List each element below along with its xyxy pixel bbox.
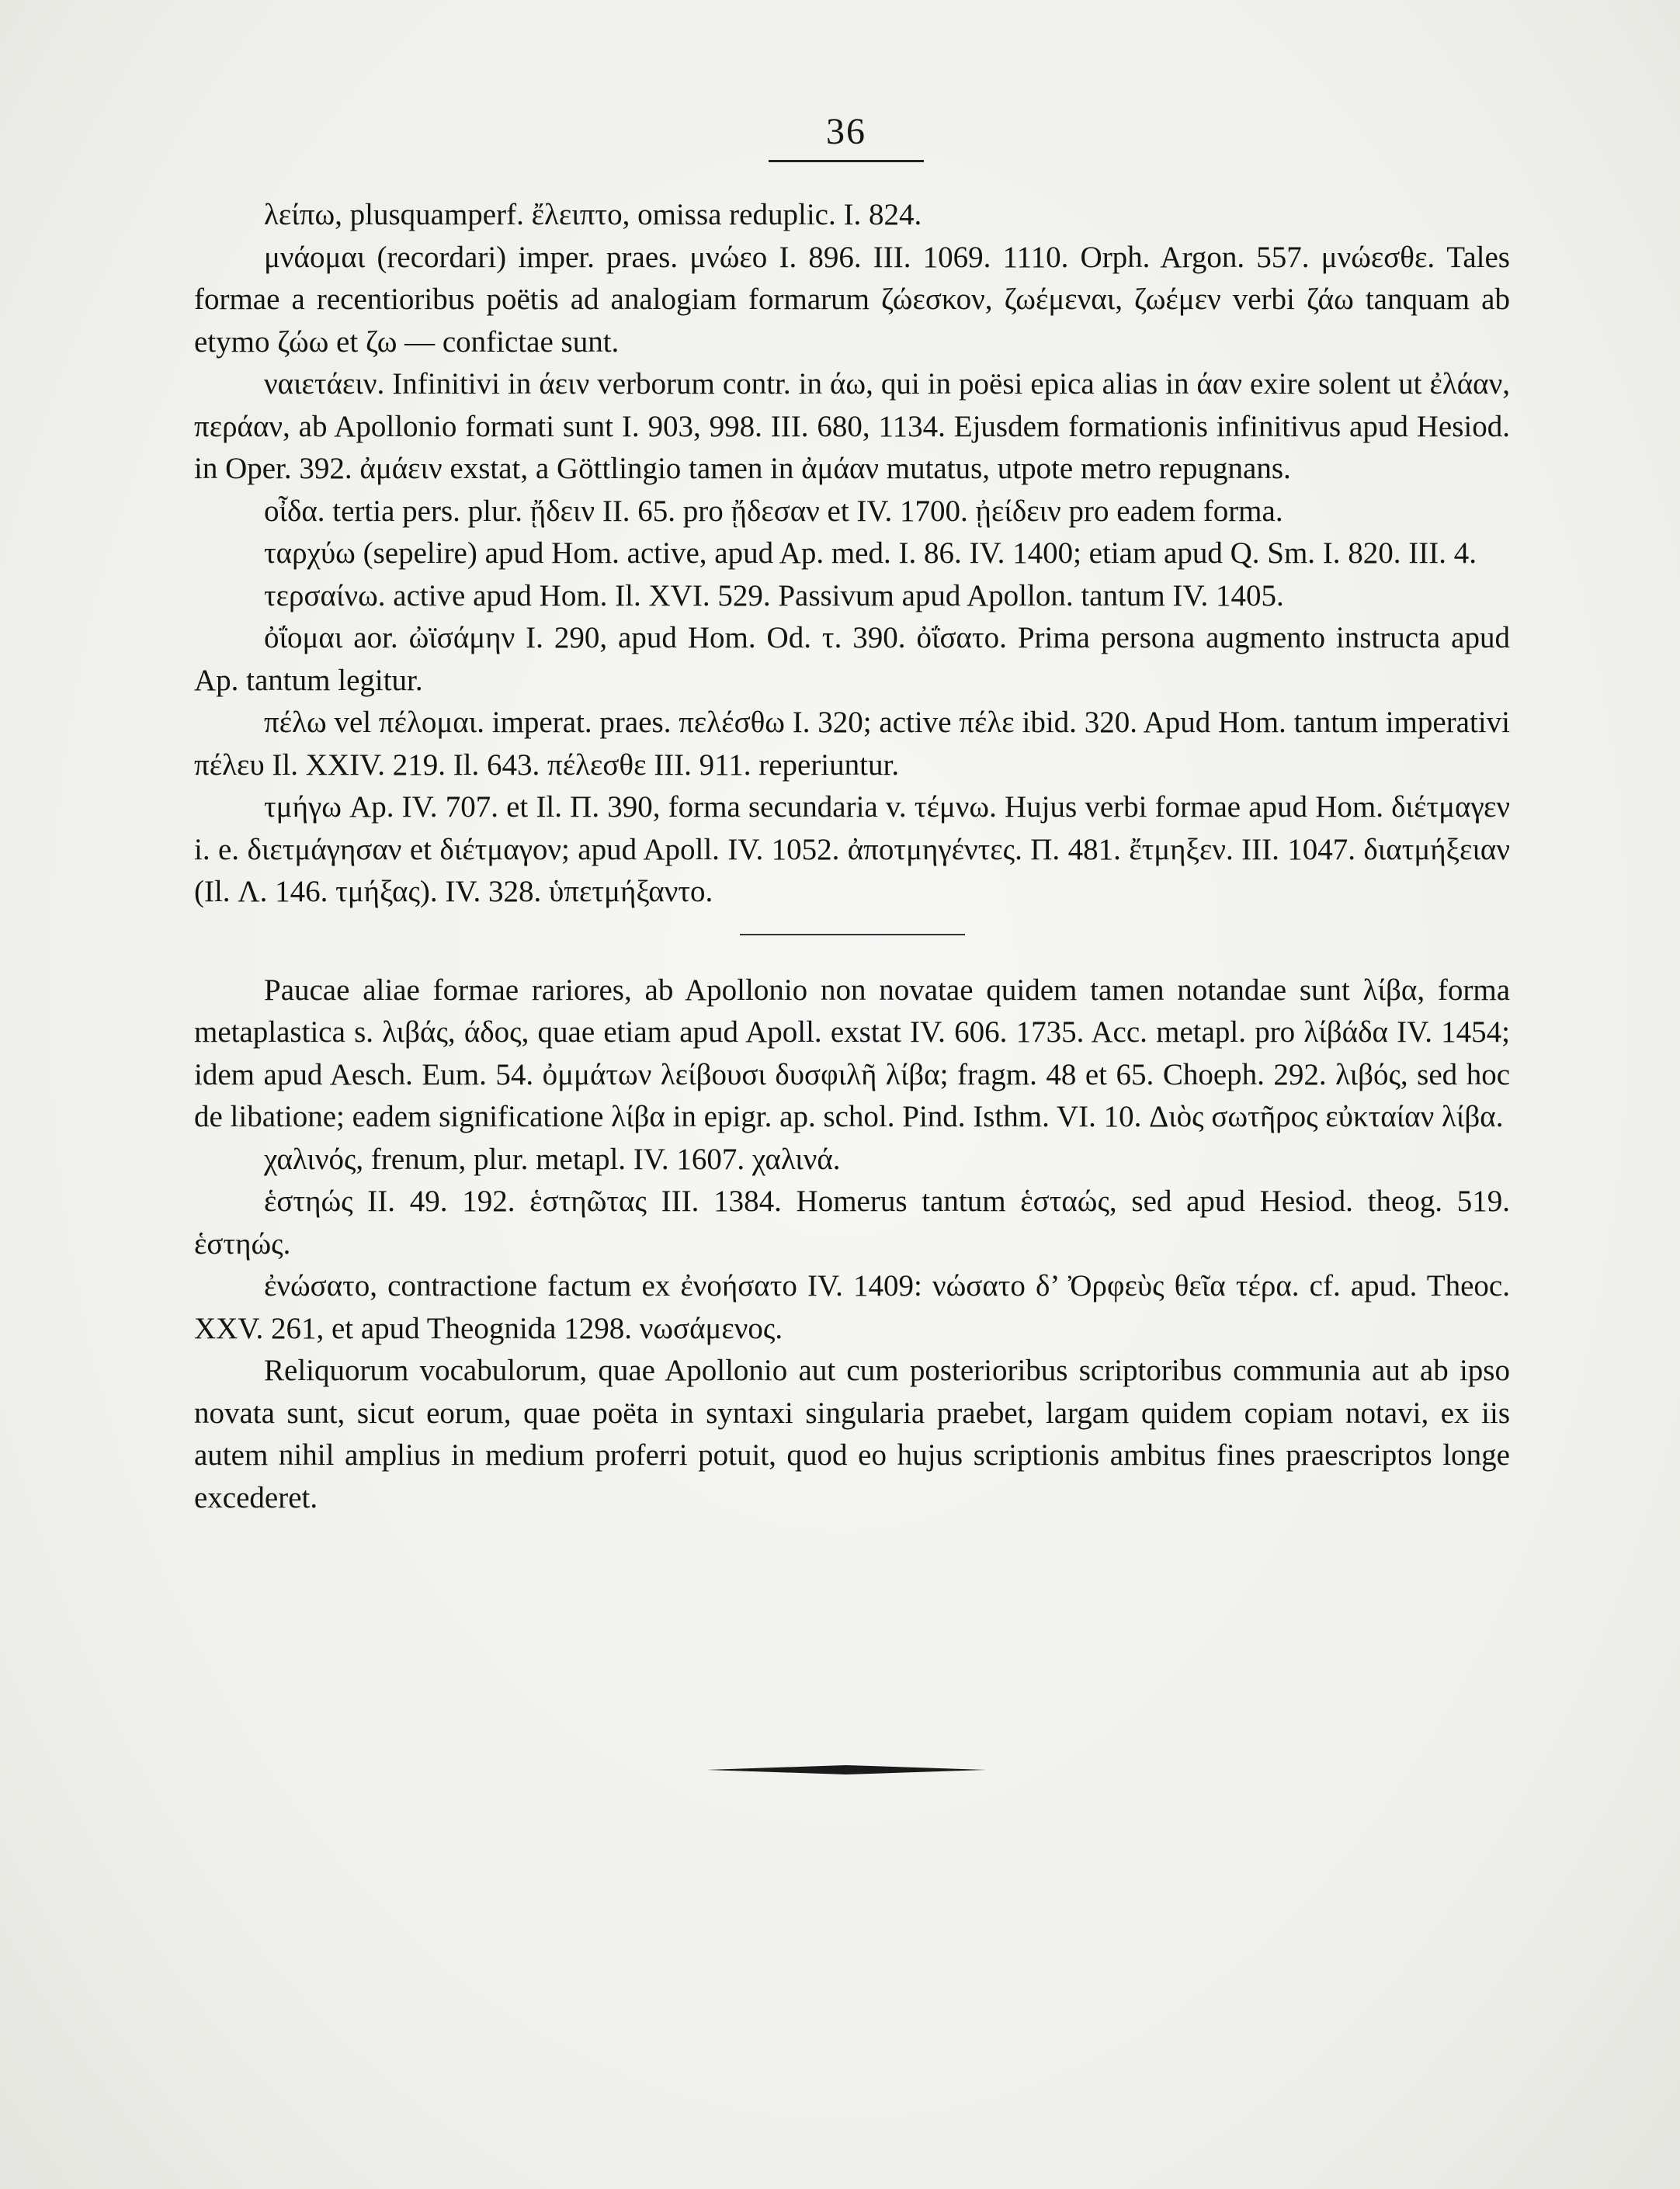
- entry-chalinos: χαλινός, frenum, plur. metapl. IV. 1607. χαλινά.: [264, 1142, 841, 1176]
- page-number: 36: [826, 111, 866, 152]
- page-header: [761, 109, 932, 162]
- entry-tmego: τμήγω Ap. IV. 707. et Il. Π. 390, forma secundaria v. τέμνω. Hujus verbi formae apud Hom. διέτμαγεν i. e. διετμάγησαν et διέτμαγον; apud Apoll. IV. 1052. ἀποτμηγέντες. Π. 481. ἔτμηξεν. III. 1047. διατμήξειαν (Il. Λ. 146. τμήξας). IV. 328. ὑπετμήξαντο.: [194, 790, 1510, 908]
- paragraph-paucae: Paucae aliae formae rariores, ab Apollonio non novatae quidem tamen notandae sunt λίβα, forma metaplastica s. λιβάς, άδος, quae etiam apud Apoll. exstat IV. 606. 1735. Acc. metapl. pro λίβάδα IV. 1454; idem apud Aesch. Eum. 54. ὀμμάτων λείβουσι δυσφιλῆ λίβα; fragm. 48 et 65. Choeph. 292. λιβός, sed hoc de libatione; eadem significatione λίβα in epigr. ap. schol. Pind. Isthm. VI. 10. Διὸς σωτῆρος εὐκταίαν λίβα.: [194, 973, 1511, 1133]
- entry-mnaomai: μνάομαι (recordari) imper. praes. μνώεο I. 896. III. 1069. 1110. Orph. Argon. 557. μνώεσθε. Tales formae a recentioribus poëtis ad analogiam formarum ζώεσκον, ζωέμεναι, ζωέμεν verbi ζάω tanquam ab etymo ζώω et ζω — confictae sunt.: [194, 240, 1510, 359]
- entry-leipo: λείπω, plusquamperf. ἔλειπτο, omissa reduplic. I. 824.: [264, 198, 922, 231]
- entry-hestaos: ἑστηώς II. 49. 192. ἑστηῶτας III. 1384. Homerus tantum ἑσταώς, sed apud Hesiod. theog. 519. ἑστηώς.: [194, 1185, 1510, 1261]
- end-ornament: [706, 1764, 986, 1776]
- entry-pelo: πέλω vel πέλομαι. imperat. praes. πελέσθω I. 320; active πέλε ibid. 320. Apud Hom. tantum imperativi πέλευ Il. XXIV. 219. Il. 643. πέλεσθε III. 911. reperiuntur.: [194, 706, 1510, 782]
- header-rule: [769, 160, 924, 162]
- main-text: [194, 194, 1510, 1519]
- entry-tarchuo: ταρχύω (sepelire) apud Hom. active, apud Ap. med. I. 86. IV. 1400; etiam apud Q. Sm. I. 820. III. 4.: [264, 536, 1477, 570]
- entry-naietaein: ναιετάειν. Infinitivi in άειν verborum contr. in άω, qui in poësi epica alias in άαν exire solent ut ἐλάαν, περάαν, ab Apollonio formati sunt I. 903, 998. III. 680, 1134. Ejusdem formationis infinitivus apud Hesiod. in Oper. 392. ἀμάειν exstat, a Göttlingio tamen in ἀμάαν mutatus, utpote metro repugnans.: [194, 367, 1510, 485]
- entry-oiomai: ὀΐομαι aor. ὠϊσάμην I. 290, apud Hom. Od. τ. 390. ὀΐσατο. Prima persona augmento instructa apud Ap. tantum legitur.: [194, 621, 1510, 697]
- section-divider: [740, 934, 965, 935]
- entry-oida: οἶδα. tertia pers. plur. ᾔδειν II. 65. pro ᾔδεσαν et IV. 1700. ᾐείδειν pro eadem forma.: [264, 494, 1283, 528]
- paragraph-reliquorum: Reliquorum vocabulorum, quae Apollonio aut cum posterioribus scriptoribus communia aut ab ipso novata sunt, sicut eorum, quae poëta in syntaxi singularia praebet, largam quidem copiam notavi, ex iis autem nihil amplius in medium proferri potuit, quod eo hujus scriptionis ambitus fines praescriptos longe excederet.: [194, 1354, 1510, 1514]
- entry-tersaino: τερσαίνω. active apud Hom. Il. XVI. 529. Passivum apud Apollon. tantum IV. 1405.: [264, 578, 1284, 612]
- entry-enosato: ἐνώσατο, contractione factum ex ἐνοήσατο IV. 1409: νώσατο δ’ Ὀρφεὺς θεῖα τέρα. cf. apud. Theoc. XXV. 261, et apud Theognida 1298. νωσάμενος.: [194, 1269, 1510, 1345]
